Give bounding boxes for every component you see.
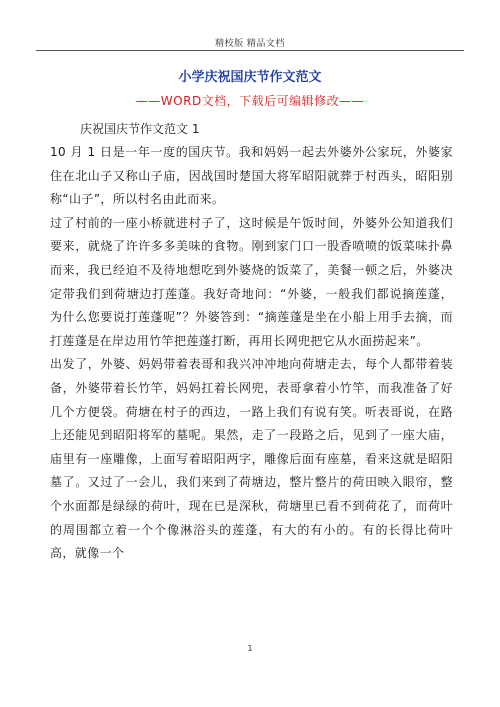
document-subtitle: ——WORD文档，下载后可编辑修改—— bbox=[135, 94, 365, 108]
page-number: 1 bbox=[247, 644, 253, 653]
page-header bbox=[0, 0, 500, 52]
body-text bbox=[50, 141, 453, 566]
paragraph: 过了村前的一座小桥就进村子了，这时候是午饭时间，外婆外公知道我们要来，就烧了许许多多美味的食物。刚到家门口一股香喷喷的饭菜味扑鼻而来，我已经迫不及待地想吃到外婆烧的饭菜了，美餐一顿之后，外婆决定带我们到荷塘边打莲蓬。我好奇地问：“外婆，一般我们都说摘莲蓬，为什么您要说打莲蓬呢”？外婆答到：“摘莲蓬是坐在小船上用手去摘，而打莲蓬是在岸边用竹竿把莲蓬打断，再用长网兜把它从水面捞起来”。 bbox=[50, 215, 453, 348]
header-divider bbox=[36, 50, 464, 51]
document-title: 小学庆祝国庆节作文范文 bbox=[178, 70, 322, 85]
paragraph: 10 月 1 日是一年一度的国庆节。我和妈妈一起去外婆外公家玩，外婆家住在北山子又称山子庙，因战国时楚国大将军昭阳就葬于村西头，昭阳别称“山子”，所以村名由此而来。 bbox=[50, 145, 453, 207]
paragraph: 出发了，外婆、妈妈带着表哥和我兴冲冲地向荷塘走去，每个人都带着装备，外婆带着长竹竿，妈妈扛着长网兜，表哥拿着小竹竿，而我准备了好几个方便袋。荷塘在村子的西边，一路上我们有说有笑。听表哥说，在路上还能见到昭阳将军的墓呢。果然，走了一段路之后，见到了一座大庙，庙里有一座雕像，上面写着昭阳两字，雕像后面有座墓，看来这就是昭阳墓了。又过了一会儿，我们来到了荷塘边，整片整片的荷田映入眼帘，整个水面都是绿绿的荷叶，现在已是深秋，荷塘里已看不到荷花了，而荷叶的周围都立着一个个像淋浴头的莲蓬，有大的有小的。有的长得比荷叶高，就像一个 bbox=[50, 357, 453, 561]
article-heading: 庆祝国庆节作文范文 1 bbox=[80, 122, 200, 136]
header-text: 精校版 精品文档 bbox=[215, 39, 285, 49]
